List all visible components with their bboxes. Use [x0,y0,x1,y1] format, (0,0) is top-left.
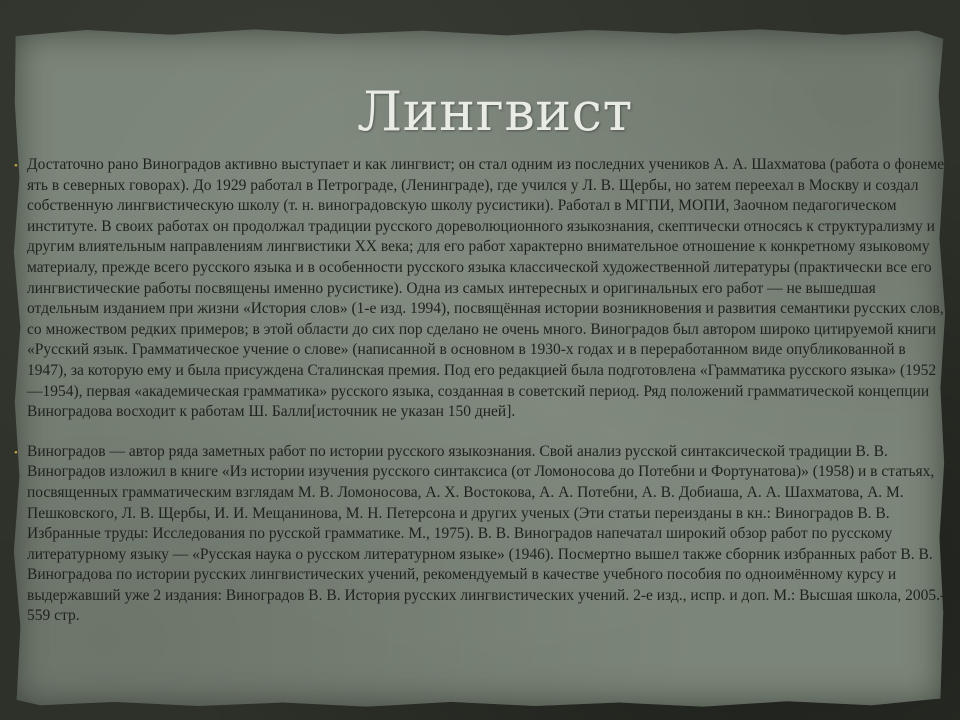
paragraph-text: Достаточно рано Виноградов активно выступает и как лингвист; он стал одним из последних учеников А. А. Шахматова (работа о фонеме ять в северных говорах). До 1929 работал в Петрограде, (Ленинграде), где учился у Л. В. Щербы, но затем переехал в Москву и создал собственную лингвистическую школу (т. н. виноградовскую школу русистики). Работал в МГПИ, МОПИ, Заочном педагогическом институте. В своих работах он продолжал традиции русского дореволюционного языкознания, скептически относясь к структурализму и другим влиятельным направлениям лингвистики XX века; для его работ характерно внимательное отношение к конкретному языковому материалу, прежде всего русского языка и в особенности русского языка классической художественной литературы (практически все его лингвистические работы посвящены именно русистике). Одна из самых интересных и оригинальных его работ — не вышедшая отдельным изданием при жизни «История слов» (1-е изд. 1994), посвящённая истории возникновения и развития семантики русских слов, со множеством редких примеров; в этой области до сих пор сделано не очень много. Виноградов был автором широко цитируемой книги «Русский язык. Грамматическое учение о слове» (написанной в основном в 1930-х годах и в переработанном виде опубликованной в 1947), за которую ему и была присуждена Сталинская премия. Под его редакцией была подготовлена «Грамматика русского языка» (1952—1954), первая «академическая грамматика» русского языка, созданная в советский период. Ряд положений грамматической концепции Виноградова восходит к работам Ш. Балли[источник не указан 150 дней]. [27,156,945,421]
paragraph-history-of-linguistics [14,442,947,627]
paragraph-linguist-career [14,155,947,423]
bullet-icon: • [14,160,18,172]
slide-body [14,155,947,627]
slide-title: Лингвист [357,80,633,143]
bullet-icon: • [14,446,18,459]
paragraph-text: Виноградов — автор ряда заметных работ по истории русского языкознания. Свой анализ русской синтаксической традиции В. В. Виноградов изложил в книге «Из истории изучения русского синтаксиса (от Ломоносова до Потебни и Фортунатова)» (1958) и в статьях, посвященных грамматическим взглядам М. В. Ломоносова, А. Х. Востокова, А. А. Потебни, А. В. Добиаша, А. А. Шахматова, А. М. Пешковского, Л. В. Щербы, И. И. Мещанинова, М. Н. Петерсона и других ученых (Эти статьи переизданы в кн.: Виноградов В. В. Избранные труды: Исследования по русской грамматике. М., 1975). В. В. Виноградов напечатал широкий обзор работ по русскому литературному языку — «Русская наука о русском литературном языке» (1946). Посмертно вышел также сборник избранных работ В. В. Виноградова по истории русских лингвистических учений, рекомендуемый в качестве учебного пособия по одноимённому курсу и выдержавший уже 2 издания: Виноградов В. В. История русских лингвистических учений. 2-е изд., испр. и доп. М.: Высшая школа, 2005.- 559 стр. [27,442,946,625]
